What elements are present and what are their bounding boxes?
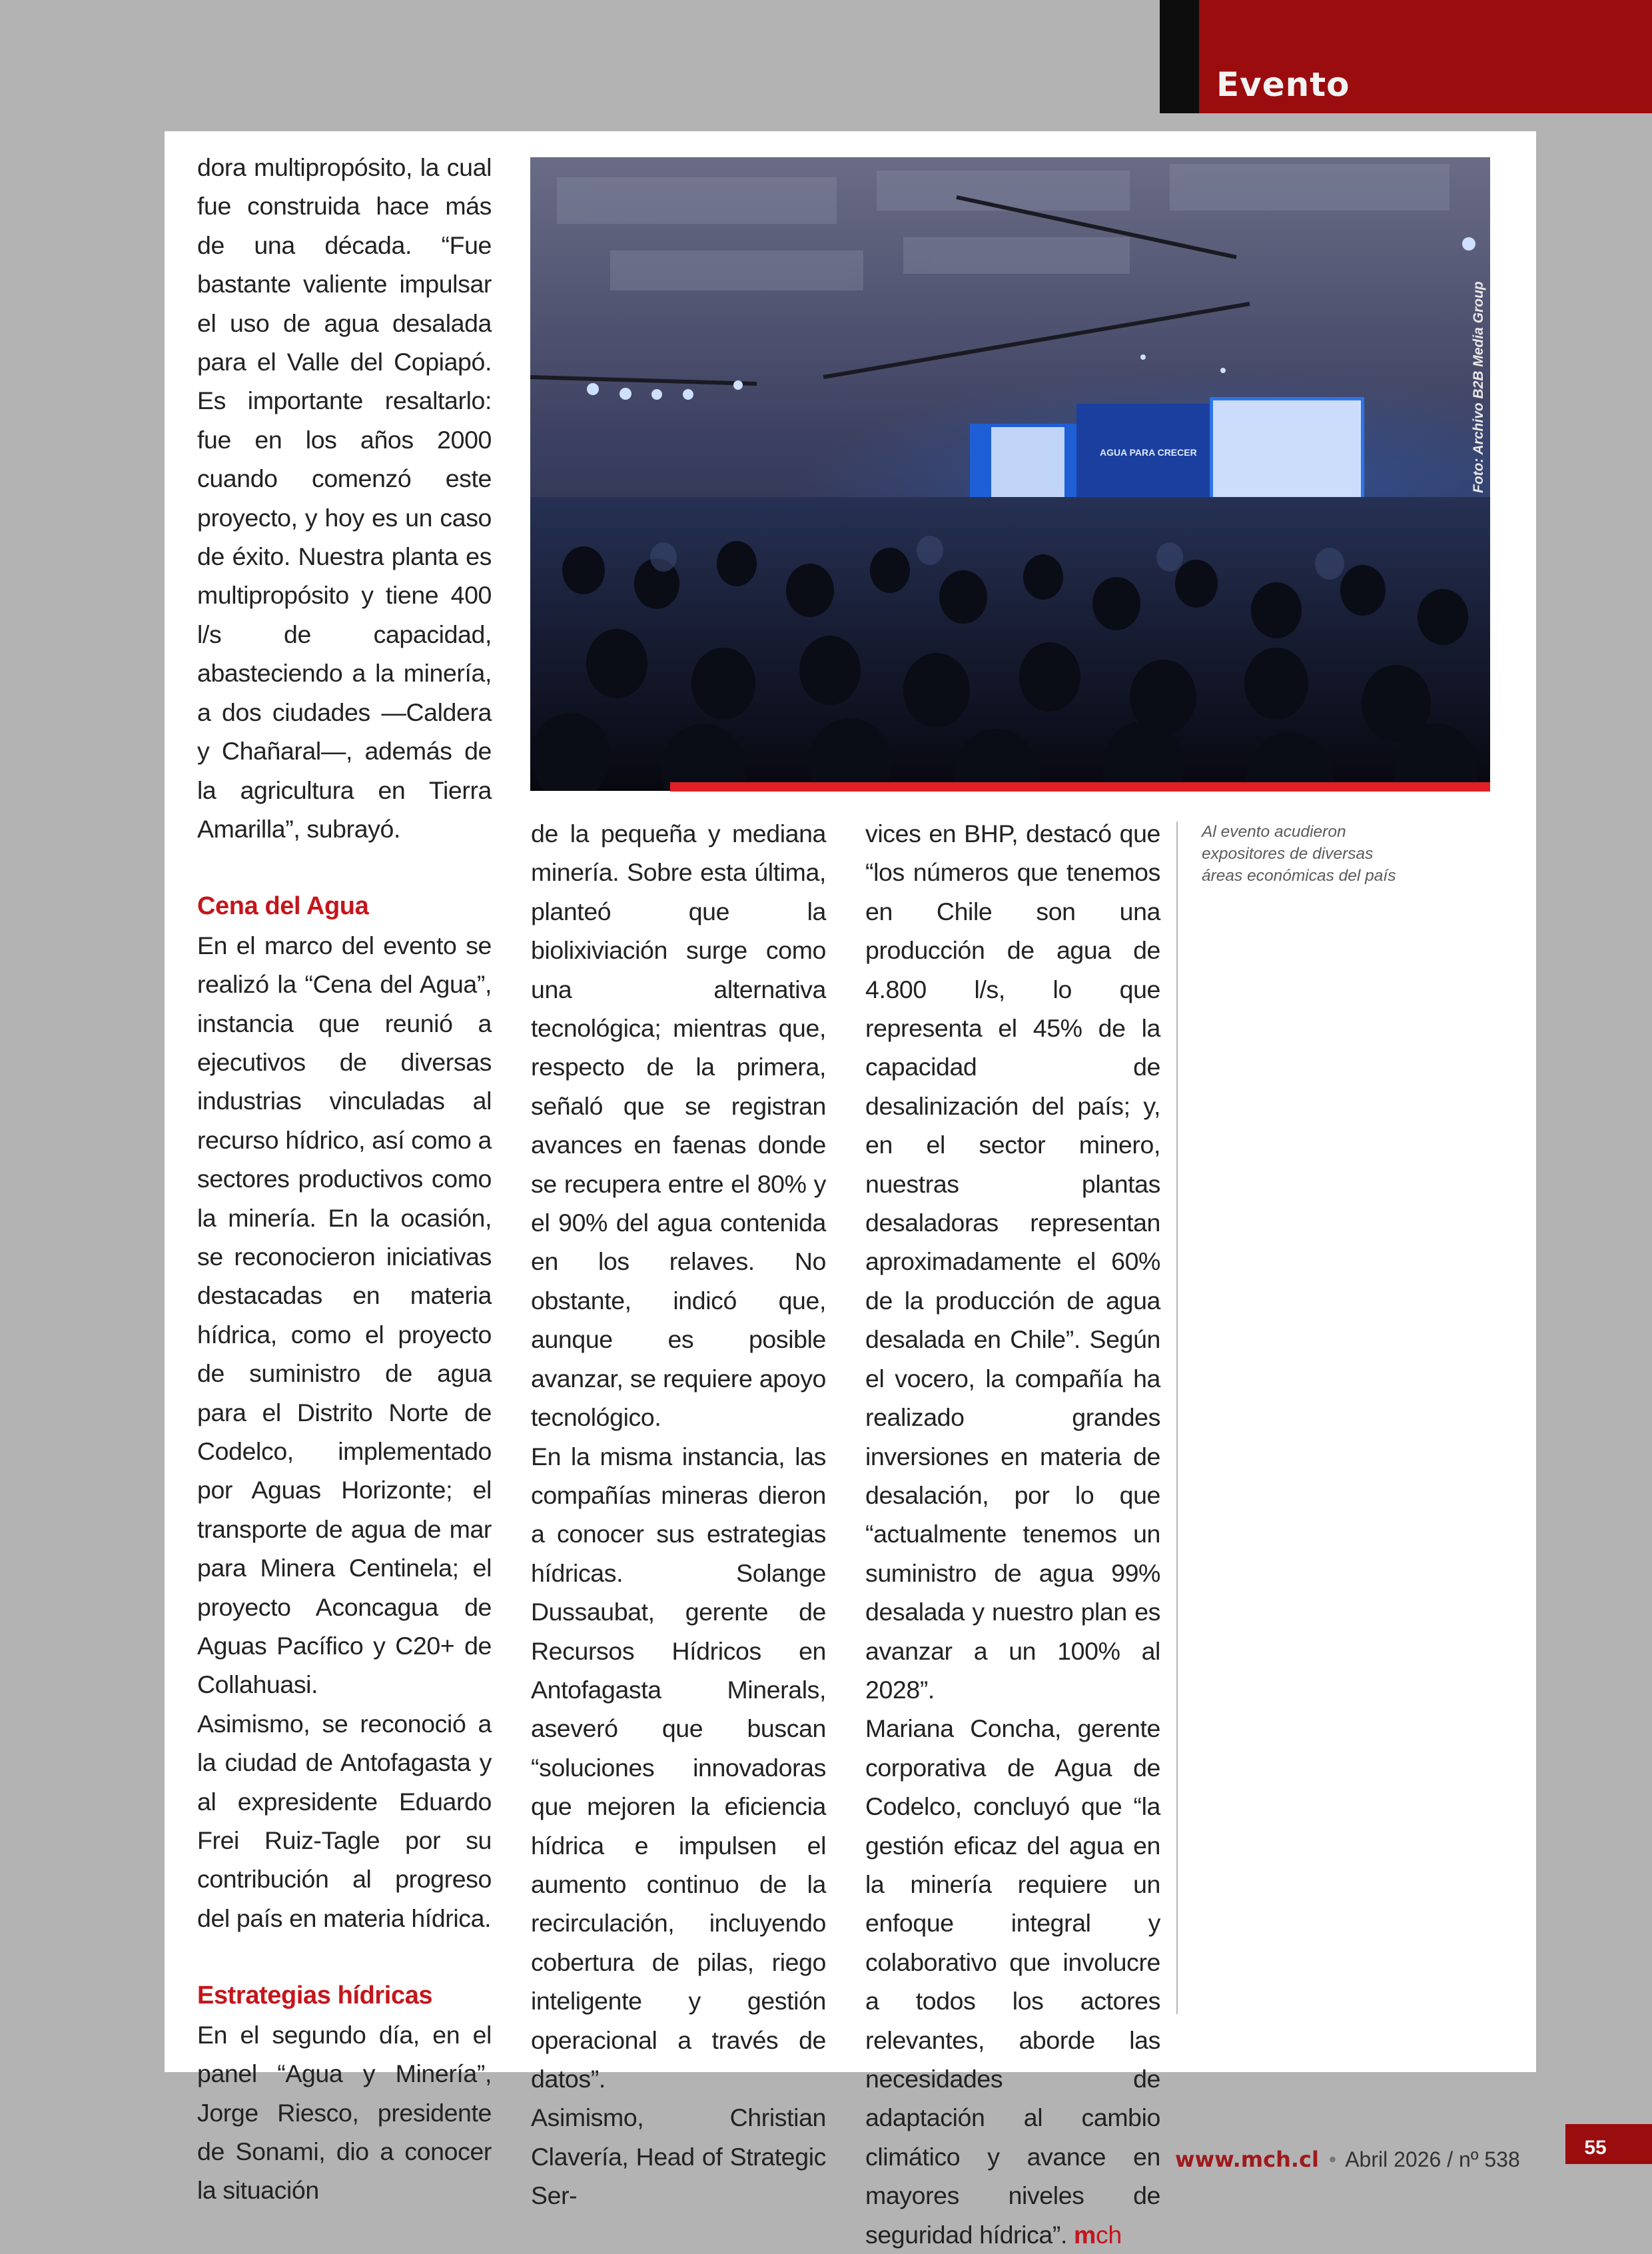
event-photo — [530, 157, 1490, 791]
column-3-paragraph-1: vices en BHP, destacó que “los números que tenemos en Chile son una producción de agua de 4.800 l/s, lo que representa el 45% de la capacidad de desalinización del país; y, en el sector minero, nuestras plantas desaladoras representan aproximadamente el 60% de la producción de agua desalada en Chile”. Según el vocero, la compañía ha realizado grandes inversiones en materia de desalación, por lo que “actualmente tenemos un suministro de agua 99% desalada y nuestro plan es avanzar a un 100% al 2028”. — [865, 820, 1160, 1704]
photo-accent-bar — [670, 782, 1490, 792]
column-3-paragraph-2-text: Mariana Concha, gerente corporativa de Agua de Codelco, concluyó que “la gestión eficaz del agua en la minería requiere un enfoque integral y colaborativo que involucre a todos los actores relevantes, aborde las necesidades de adaptación al cambio climático y avance en mayores niveles de seguridad hídrica”. — [865, 1714, 1160, 2249]
footer-url[interactable]: www.mch.cl — [1175, 2147, 1319, 2172]
cena-paragraph-2: Asimismo, se reconoció a la ciudad de Antofagasta y al expresidente Eduardo Frei Ruiz-Tagle por su contribución al progreso del país en materia hídrica. — [197, 1709, 492, 1932]
mch-end-mark: mch — [1074, 2220, 1122, 2249]
estrategias-paragraph-1: En el segundo día, en el panel “Agua y Minería”, Jorge Riesco, presidente de Sonami, dio a conocer la situación — [197, 2020, 492, 2205]
section-label: Evento — [1216, 65, 1350, 104]
column-2-paragraph-1: de la pequeña y mediana minería. Sobre esta última, planteó que la biolixiviación surge como una alternativa tecnológica; mientras que, respecto de la primera, señaló que se registran avances en faenas donde se recupera entre el 80% y el 90% del agua contenida en los relaves. No obstante, indicó que, aunque es posible avanzar, se requiere apoyo tecnológico. — [531, 820, 826, 1432]
column-3-paragraph-2 — [865, 1709, 1160, 2254]
column-2 — [531, 814, 826, 2215]
page-number: 55 — [1584, 2137, 1607, 2159]
footer-separator: • — [1328, 2147, 1337, 2171]
screen-title: AGUA PARA CRECER — [1100, 447, 1197, 458]
footer — [1175, 2141, 1520, 2177]
intro-paragraph: dora multipropósito, la cual fue construida hace más de una década. “Fue bastante valiente impulsar el uso de agua desalada para el Valle del Copiapó. Es importante resaltarlo: fue en los años 2000 cuando comenzó este proyecto, y hoy es un caso de éxito. Nuestra planta es multipropósito y tiene 400 l/s de capacidad, abasteciendo a la minería, a dos ciudades —Caldera y Chañaral—, además de la agricultura en Tierra Amarilla”, subrayó. — [197, 153, 492, 843]
conference-hall-image — [530, 157, 1490, 791]
footer-issue: Abril 2026 / nº 538 — [1345, 2147, 1520, 2171]
heading-estrategias-hidricas: Estrategias hídricas — [197, 1981, 433, 2010]
caption-divider — [1176, 822, 1178, 2014]
photo-caption: Al evento acudieron expositores de diversas áreas económicas del país — [1202, 823, 1396, 885]
column-2-paragraph-3: Asimismo, Christian Clavería, Head of Strategic Ser- — [531, 2103, 826, 2210]
header-black-block — [1160, 0, 1199, 113]
column-1 — [197, 148, 492, 2210]
heading-cena-del-agua: Cena del Agua — [197, 892, 369, 921]
column-3 — [865, 814, 1160, 2254]
cena-paragraph-1: En el marco del evento se realizó la “Cena del Agua”, instancia que reunió a ejecutivos de diversas industrias vinculadas al recurso hídrico, así como a sectores productivos como la minería. En la ocasión, se reconocieron iniciativas destacadas en materia hídrica, como el proyecto de suministro de agua para el Distrito Norte de Codelco, implementado por Aguas Horizonte; el transporte de agua de mar para Minera Centinela; el proyecto Aconcagua de Aguas Pacífico y C20+ de Collahuasi. — [197, 931, 492, 1699]
photo-credit: Foto: Archivo B2B Media Group — [1471, 281, 1486, 493]
column-2-paragraph-2: En la misma instancia, las compañías mineras dieron a conocer sus estrategias hídricas. Solange Dussaubat, gerente de Recursos Hídricos en Antofagasta Minerals, aseveró que buscan “soluciones innovadoras que mejoren la eficiencia hídrica e impulsen el aumento continuo de la recirculación, incluyendo cobertura de pilas, riego inteligente y gestión operacional a través de datos”. — [531, 1442, 826, 2093]
